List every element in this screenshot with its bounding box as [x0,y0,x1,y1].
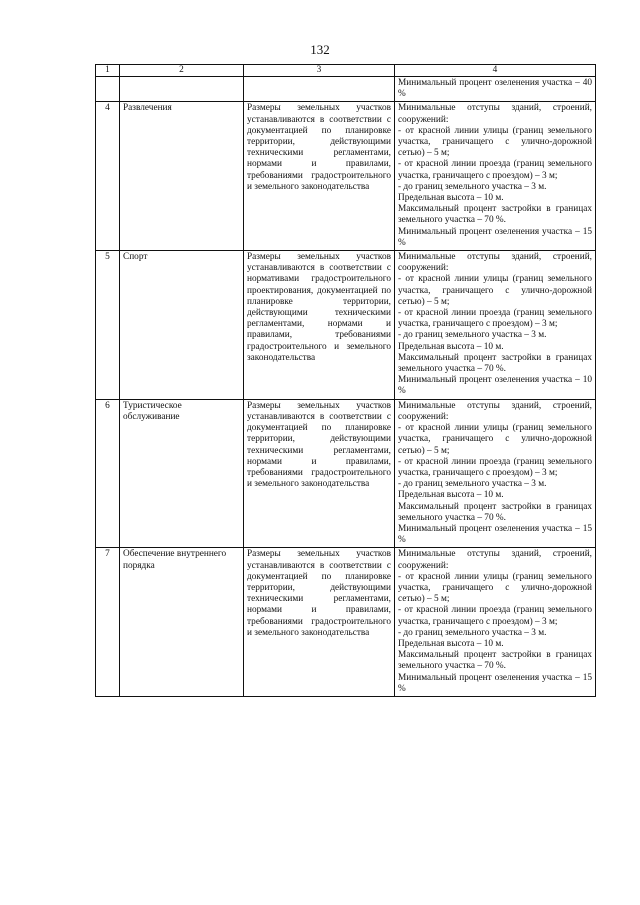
use-type-name: Спорт [120,251,244,400]
parameter-line: - от красной линии улицы (границ земельного участка, граничащего с улично-дорожной сетью) – 5 м; [398,125,592,159]
use-type-name: Обеспечение внутреннего порядка [120,548,244,697]
construction-parameters [395,102,596,251]
row-number: 4 [96,102,120,251]
construction-parameters [395,251,596,400]
parameter-line: Минимальный процент озеленения участка – 10 % [398,375,592,397]
header-row [96,65,596,77]
parameter-line: - от красной линии проезда (границ земельного участка, граничащего с проездом) – 3 м; [398,159,592,181]
continuation-text: Минимальный процент озеленения участка – 40 % [398,78,592,100]
parameter-line: - от красной линии улицы (границ земельного участка, граничащего с улично-дорожной сетью) – 5 м; [398,423,592,456]
parameter-line: Минимальный процент озеленения участка – 15 % [398,226,592,248]
parameter-line: - от красной линии улицы (границ земельного участка, граничащего с улично-дорожной сетью) – 5 м; [398,571,592,605]
header-cell-3: 3 [244,65,395,77]
row-number: 7 [96,548,120,697]
parameter-line: Предельная высота – 10 м. [398,638,504,649]
parameter-line: Минимальные отступы зданий, строений, сооружений: [398,400,592,422]
parameter-line: Минимальный процент озеленения участка – 15 % [398,523,592,546]
parameter-line: Предельная высота – 10 м. [398,341,504,352]
parameter-line: - до границ земельного участка – 3 м. [398,181,547,192]
zoning-table [95,64,596,697]
parameter-line: - от красной линии улицы (границ земельного участка, граничащего с улично-дорожной сетью) – 5 м; [398,274,592,307]
table-row [96,399,596,548]
parameter-line: Максимальный процент застройки в границах земельного участка – 70 %. [398,501,592,523]
header-cell-2: 2 [120,65,244,77]
parameter-line: - до границ земельного участка – 3 м. [398,627,547,638]
parameter-line: - от красной линии проезда (границ земельного участка, граничащего с проездом) – 3 м; [398,456,592,478]
continuation-cell-2 [120,77,244,102]
plot-size-parameters: Размеры земельных участков устанавливаются в соответствии с документацией по планировке территории, действующими техническими регламентами, нормами и правилами, требованиями градостроительного и земельного законодательства [244,399,395,548]
page-number: 132 [310,42,330,57]
parameter-line: Максимальный процент застройки в границах земельного участка – 70 %. [398,352,592,375]
parameter-line: Минимальные отступы зданий, строений, сооружений: [398,549,592,571]
header-cell-4: 4 [395,65,596,77]
construction-parameters [395,548,596,697]
parameter-line: Предельная высота – 10 м. [398,490,504,501]
parameter-line: Минимальные отступы зданий, строений, сооружений: [398,252,592,274]
parameter-line: Максимальный процент застройки в границах земельного участка – 70 %. [398,650,592,672]
row-number: 5 [96,251,120,400]
use-type-name: Развлечения [120,102,244,251]
parameter-line: - до границ земельного участка – 3 м. [398,330,547,341]
continuation-cell-4 [395,77,596,102]
continuation-row [96,77,596,102]
plot-size-parameters: Размеры земельных участков устанавливаются в соответствии с документацией по планировке территории, действующими техническими регламентами, нормами и правилами, требованиями градостроительного и земельного законодательства [244,548,395,697]
continuation-cell-1 [96,77,120,102]
row-number: 6 [96,399,120,548]
table-row [96,548,596,697]
parameter-line: Минимальные отступы зданий, строений, сооружений: [398,103,592,125]
table-row [96,251,596,400]
parameter-line: Максимальный процент застройки в границах земельного участка – 70 %. [398,204,592,226]
parameter-line: - от красной линии проезда (границ земельного участка, граничащего с проездом) – 3 м; [398,605,592,627]
table-body [96,65,596,697]
parameter-line: - до границ земельного участка – 3 м. [398,479,547,490]
header-cell-1: 1 [96,65,120,77]
use-type-name: Туристическое обслуживание [120,399,244,548]
plot-size-parameters: Размеры земельных участков устанавливаются в соответствии с нормативами градостроительного проектирования, документацией по планировке территории, действующими техническими регламентами, нормами и правилами, требованиями градостроительного и земельного законодательства [244,251,395,400]
parameter-line: Предельная высота – 10 м. [398,193,504,204]
parameter-line: - от красной линии проезда (границ земельного участка, граничащего с проездом) – 3 м; [398,308,592,330]
parameter-line: Минимальный процент озеленения участка – 15 % [398,672,592,694]
construction-parameters [395,399,596,548]
table-row [96,102,596,251]
continuation-cell-3 [244,77,395,102]
plot-size-parameters: Размеры земельных участков устанавливаются в соответствии с документацией по планировке территории, действующими техническими регламентами, нормами и правилами, требованиями градостроительного и земельного законодательства [244,102,395,251]
